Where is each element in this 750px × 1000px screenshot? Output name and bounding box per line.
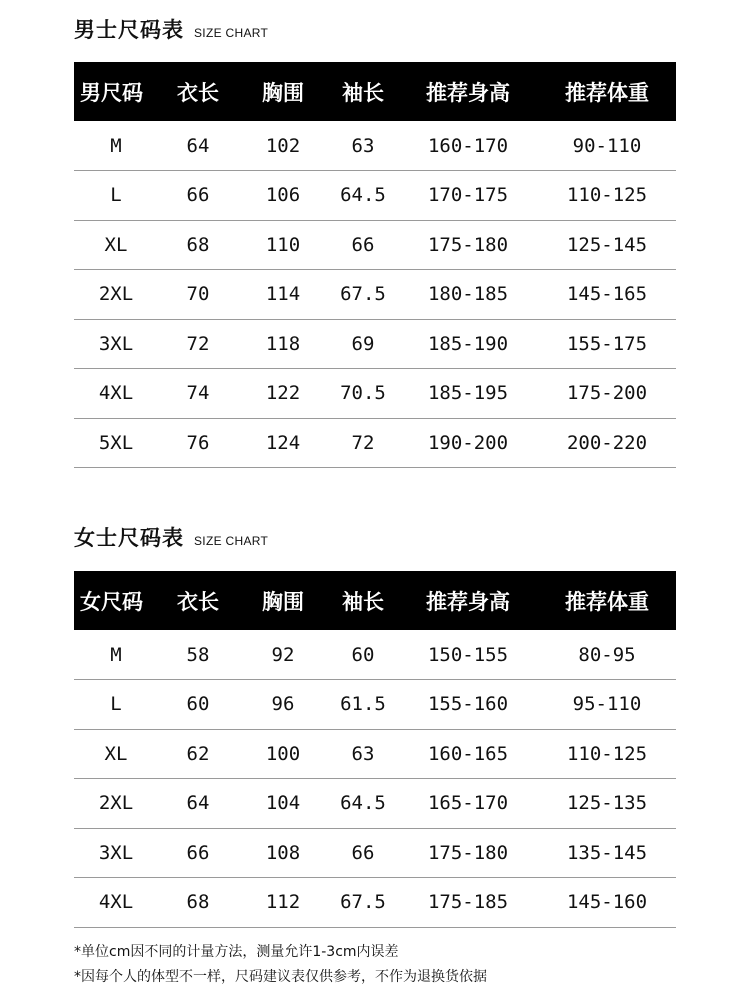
size-cell: 3XL — [74, 319, 158, 369]
value-cell: 160-165 — [398, 729, 538, 779]
women-size-table — [74, 571, 676, 928]
table-row — [74, 369, 676, 419]
table-row — [74, 878, 676, 928]
header-cell: 胸围 — [262, 80, 304, 105]
size-cell: L — [74, 171, 158, 221]
value-cell: 145-165 — [538, 270, 676, 320]
value-cell: 190-200 — [398, 418, 538, 468]
value-cell: 145-160 — [538, 878, 676, 928]
header-cell: 推荐身高 — [426, 80, 510, 105]
value-cell: 180-185 — [398, 270, 538, 320]
table-row — [74, 729, 676, 779]
value-cell: 92 — [238, 630, 328, 680]
value-cell: 60 — [328, 630, 398, 680]
value-cell: 110-125 — [538, 171, 676, 221]
value-cell: 66 — [328, 828, 398, 878]
value-cell: 67.5 — [328, 878, 398, 928]
value-cell: 108 — [238, 828, 328, 878]
table-row — [74, 680, 676, 730]
value-cell: 155-175 — [538, 319, 676, 369]
table-row — [74, 171, 676, 221]
value-cell: 106 — [238, 171, 328, 221]
value-cell: 80-95 — [538, 630, 676, 680]
size-cell: XL — [74, 220, 158, 270]
header-cell: 女尺码 — [80, 589, 143, 614]
men-size-table — [74, 62, 676, 468]
header-cell: 推荐身高 — [426, 589, 510, 614]
value-cell: 175-185 — [398, 878, 538, 928]
women-header-row — [74, 571, 676, 630]
size-cell: 2XL — [74, 779, 158, 829]
value-cell: 155-160 — [398, 680, 538, 730]
value-cell: 76 — [158, 418, 238, 468]
value-cell: 124 — [238, 418, 328, 468]
value-cell: 90-110 — [538, 121, 676, 171]
value-cell: 63 — [328, 729, 398, 779]
header-cell: 推荐体重 — [565, 80, 649, 105]
value-cell: 69 — [328, 319, 398, 369]
value-cell: 125-135 — [538, 779, 676, 829]
value-cell: 96 — [238, 680, 328, 730]
value-cell: 63 — [328, 121, 398, 171]
size-cell: 5XL — [74, 418, 158, 468]
value-cell: 185-195 — [398, 369, 538, 419]
men-table-body — [74, 121, 676, 468]
value-cell: 72 — [328, 418, 398, 468]
men-title-cn: 男士尺码表 — [74, 18, 184, 42]
value-cell: 135-145 — [538, 828, 676, 878]
header-cell: 衣长 — [177, 589, 219, 614]
value-cell: 68 — [158, 878, 238, 928]
value-cell: 112 — [238, 878, 328, 928]
size-cell: 2XL — [74, 270, 158, 320]
men-title-en: SIZE CHART — [194, 26, 269, 40]
value-cell: 66 — [328, 220, 398, 270]
value-cell: 70 — [158, 270, 238, 320]
value-cell: 175-200 — [538, 369, 676, 419]
table-row — [74, 220, 676, 270]
value-cell: 72 — [158, 319, 238, 369]
size-cell: XL — [74, 729, 158, 779]
value-cell: 200-220 — [538, 418, 676, 468]
value-cell: 58 — [158, 630, 238, 680]
value-cell: 118 — [238, 319, 328, 369]
value-cell: 122 — [238, 369, 328, 419]
value-cell: 70.5 — [328, 369, 398, 419]
size-cell: L — [74, 680, 158, 730]
note-line: *单位cm因不同的计量方法，测量允许1-3cm内误差 — [74, 944, 399, 960]
value-cell: 100 — [238, 729, 328, 779]
women-table-body — [74, 630, 676, 927]
value-cell: 64 — [158, 121, 238, 171]
value-cell: 66 — [158, 171, 238, 221]
women-title-en: SIZE CHART — [194, 534, 269, 548]
table-row — [74, 779, 676, 829]
value-cell: 175-180 — [398, 828, 538, 878]
size-cell: 4XL — [74, 878, 158, 928]
men-header-row — [74, 62, 676, 121]
women-section-title — [74, 522, 268, 552]
header-cell: 推荐体重 — [565, 589, 649, 614]
value-cell: 60 — [158, 680, 238, 730]
women-title-cn: 女士尺码表 — [74, 526, 184, 550]
size-cell: M — [74, 121, 158, 171]
value-cell: 64 — [158, 779, 238, 829]
value-cell: 64.5 — [328, 779, 398, 829]
value-cell: 160-170 — [398, 121, 538, 171]
header-cell: 袖长 — [342, 589, 384, 614]
table-row — [74, 418, 676, 468]
header-cell: 袖长 — [342, 80, 384, 105]
value-cell: 185-190 — [398, 319, 538, 369]
value-cell: 66 — [158, 828, 238, 878]
table-row — [74, 630, 676, 680]
header-cell: 胸围 — [262, 589, 304, 614]
value-cell: 102 — [238, 121, 328, 171]
value-cell: 110-125 — [538, 729, 676, 779]
value-cell: 74 — [158, 369, 238, 419]
value-cell: 61.5 — [328, 680, 398, 730]
value-cell: 175-180 — [398, 220, 538, 270]
header-cell: 衣长 — [177, 80, 219, 105]
table-row — [74, 270, 676, 320]
value-cell: 150-155 — [398, 630, 538, 680]
table-row — [74, 828, 676, 878]
value-cell: 104 — [238, 779, 328, 829]
value-cell: 64.5 — [328, 171, 398, 221]
value-cell: 125-145 — [538, 220, 676, 270]
note-line: *因每个人的体型不一样，尺码建议表仅供参考，不作为退换货依据 — [74, 969, 487, 985]
header-cell: 男尺码 — [80, 80, 143, 105]
value-cell: 165-170 — [398, 779, 538, 829]
table-row — [74, 319, 676, 369]
value-cell: 67.5 — [328, 270, 398, 320]
size-cell: 3XL — [74, 828, 158, 878]
value-cell: 110 — [238, 220, 328, 270]
value-cell: 62 — [158, 729, 238, 779]
size-cell: M — [74, 630, 158, 680]
value-cell: 68 — [158, 220, 238, 270]
value-cell: 114 — [238, 270, 328, 320]
table-row — [74, 121, 676, 171]
size-cell: 4XL — [74, 369, 158, 419]
men-section-title — [74, 14, 268, 44]
value-cell: 170-175 — [398, 171, 538, 221]
notes — [74, 940, 487, 990]
value-cell: 95-110 — [538, 680, 676, 730]
